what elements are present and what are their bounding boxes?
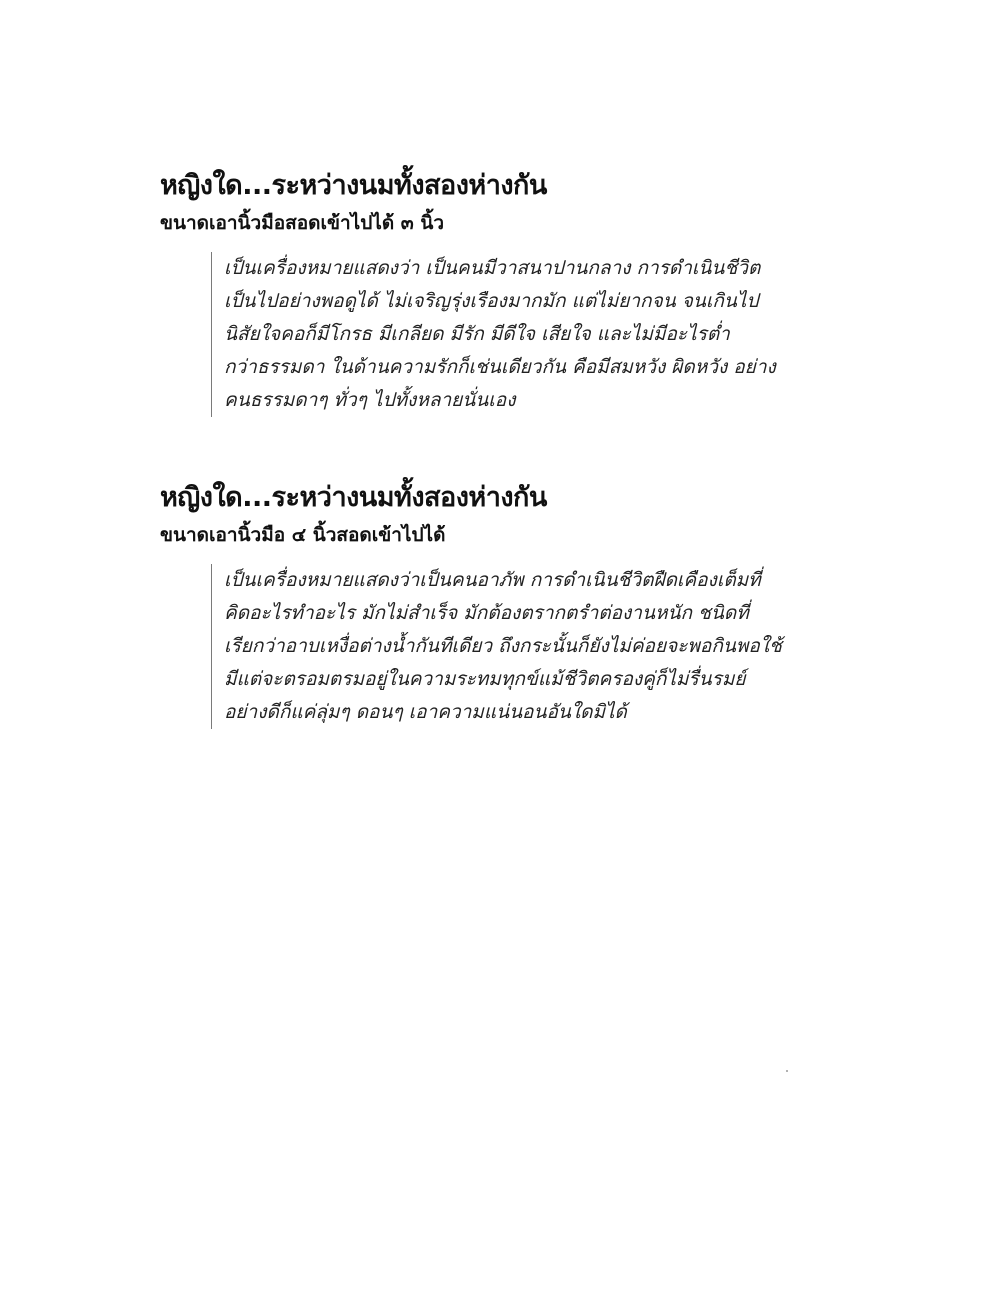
body-line: เป็นเครื่องหมายแสดงว่าเป็นคนอาภัพ การดำเนินชีวิตฝืดเคืองเต็มที่ <box>224 569 761 591</box>
body-line: นิสัยใจคอก็มีโกรธ มีเกลียด มีรัก มีดีใจ เสียใจ และไม่มีอะไรต่ำ <box>224 323 730 345</box>
section-body <box>211 564 840 729</box>
body-line: คิดอะไรทำอะไร มักไม่สำเร็จ มักต้องตรากตรำต่องานหนัก ชนิดที่ <box>224 602 749 624</box>
body-line: เป็นเครื่องหมายแสดงว่า เป็นคนมีวาสนาปานกลาง การดำเนินชีวิต <box>224 257 761 279</box>
section-heading: หญิงใด...ระหว่างนมทั้งสองห่างกัน <box>160 482 547 513</box>
section-2 <box>160 480 840 729</box>
section-subheading: ขนาดเอานิ้วมือ ๔ นิ้วสอดเข้าไปได้ <box>160 524 446 546</box>
body-line: มีแต่จะตรอมตรมอยู่ในความระทมทุกข์แม้ชีวิตครองคู่ก็ไม่รื่นรมย์ <box>224 668 746 690</box>
body-line: เป็นไปอย่างพอดูได้ ไม่เจริญรุ่งเรืองมากมัก แต่ไม่ยากจน จนเกินไป <box>224 290 759 312</box>
body-line: กว่าธรรมดา ในด้านความรักก็เช่นเดียวกัน คือมีสมหวัง ผิดหวัง อย่าง <box>224 356 776 378</box>
section-subheading: ขนาดเอานิ้วมือสอดเข้าไปได้ ๓ นิ้ว <box>160 212 445 234</box>
body-line: อย่างดีก็แค่ลุ่มๆ ดอนๆ เอาความแน่นอนอันใดมิได้ <box>224 701 627 723</box>
body-line: คนธรรมดาๆ ทั่วๆ ไปทั้งหลายนั่นเอง <box>224 389 516 411</box>
body-line: เรียกว่าอาบเหงื่อต่างน้ำกันทีเดียว ถึงกระนั้นก็ยังไม่ค่อยจะพอกินพอใช้ <box>224 635 782 657</box>
scan-speck <box>786 1070 788 1072</box>
section-1 <box>160 168 840 417</box>
section-body <box>211 252 840 417</box>
section-heading: หญิงใด...ระหว่างนมทั้งสองห่างกัน <box>160 170 547 201</box>
